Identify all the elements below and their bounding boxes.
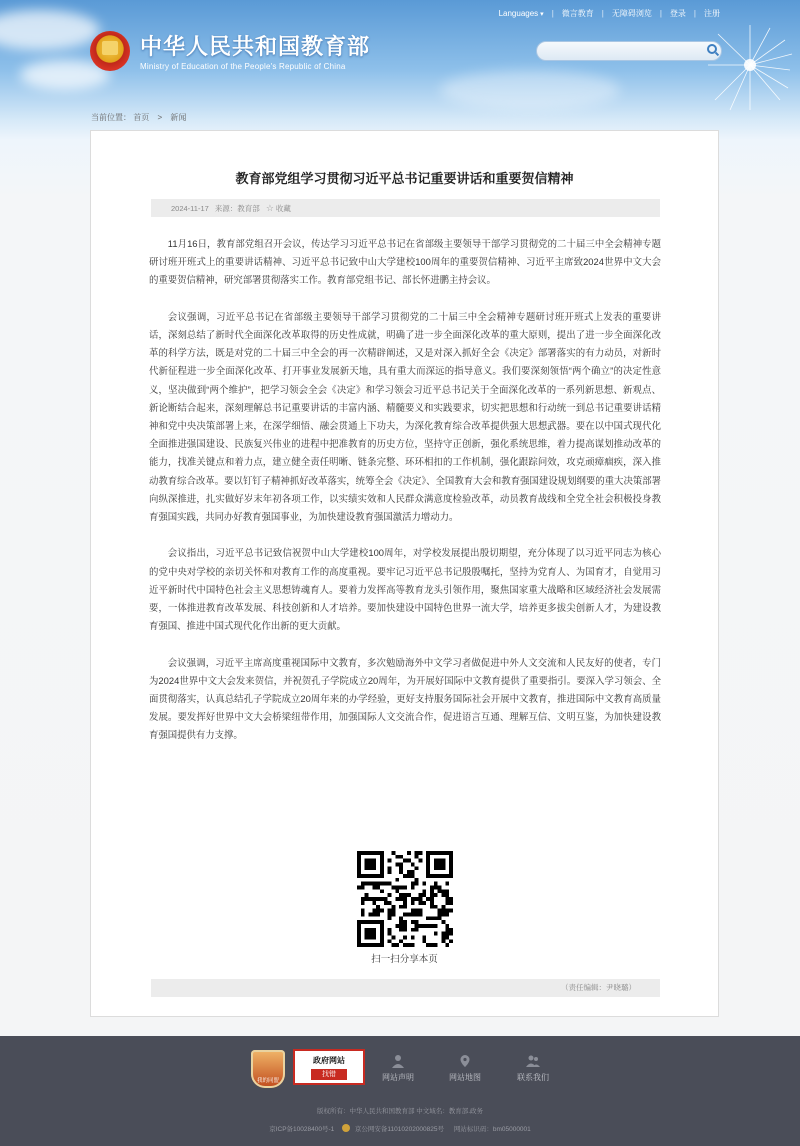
search-icon[interactable] <box>707 44 717 54</box>
article-paragraph: 会议强调，习近平主席高度重视国际中文教育，多次勉励海外中文学习者做促进中外人文交流和人民友好的使者，专门为2024世界中文大会发来贺信，并祝贺孔子学院成立20周年，为开展好国际中文教育提供了重要指引。要深入学习领会、全面贯彻落实，认真总结孔子学院成立20周年来的办学经验，更好支持服务国际社会开展中文教育，推进国际中文教育高质量发展。要发挥好世界中文大会桥梁纽带作用，加强国际人文交流合作，促进语言互通、理解互信、文明互鉴，为加快建设教育强国提供有力支撑。 <box>149 656 661 741</box>
cloud-decoration <box>0 10 100 50</box>
cloud-decoration <box>440 70 620 110</box>
divider: | <box>659 9 662 18</box>
favorite-label: 收藏 <box>275 203 291 213</box>
divider: | <box>601 9 604 18</box>
article-title: 教育部党组学习贯彻习近平总书记重要讲话和重要贺信精神 <box>235 171 574 186</box>
national-emblem-icon <box>90 31 130 71</box>
dandelion-decoration <box>690 20 800 130</box>
footer-link-label: 网站声明 <box>382 1073 414 1082</box>
footer-registration <box>0 1124 800 1133</box>
article-meta-bar <box>151 199 660 217</box>
languages-menu[interactable]: Languages <box>498 9 539 18</box>
editor-bar <box>151 979 660 997</box>
breadcrumb-current[interactable]: 新闻 <box>170 113 187 122</box>
map-pin-icon <box>458 1054 472 1068</box>
article-paragraph: 11月16日，教育部党组召开会议，传达学习习近平总书记在省部级主要领导干部学习贯彻党的二十届三中全会精神专题研讨班开班式上的重要讲话精神、习近平总书记致中山大学建校100周年的重要贺信精神、习近平主席致2024世界中文大会的重要贺信精神，研究部署贯彻落实工作。教育部党组书记、部长怀进鹏主持会议。 <box>149 238 661 286</box>
site-title-en: Ministry of Education of the People's Republic of China <box>140 62 346 71</box>
footer-copyright: 版权所有：中华人民共和国教育部 中文域名：教育部.政务 <box>316 1108 484 1115</box>
footer-link-contact[interactable] <box>503 1054 563 1083</box>
chevron-down-icon: ▾ <box>540 10 544 18</box>
top-nav <box>499 8 720 19</box>
editor-credit: （责任编辑：尹晓璐） <box>561 983 636 992</box>
site-logo[interactable] <box>90 30 370 71</box>
footer-link-label: 联系我们 <box>517 1073 549 1082</box>
gov-label: 政府网站 <box>313 1056 345 1065</box>
article-source: 来源：教育部 <box>214 203 260 213</box>
favorite-button[interactable] <box>266 203 291 214</box>
divider: | <box>551 9 554 18</box>
breadcrumb <box>91 112 186 123</box>
site-title-cn: 中华人民共和国教育部 <box>140 34 371 60</box>
register-link[interactable]: 注册 <box>704 9 720 18</box>
nav-link-accessible[interactable]: 无障碍浏览 <box>611 9 652 18</box>
footer-link-statement[interactable] <box>368 1054 428 1083</box>
login-link[interactable]: 登录 <box>669 9 686 18</box>
breadcrumb-prefix: 当前位置： <box>91 113 131 122</box>
search-box <box>536 41 722 61</box>
divider: | <box>693 9 696 18</box>
badge-label: 我的同盟 <box>256 1078 279 1084</box>
footer-link-sitemap[interactable] <box>435 1054 495 1083</box>
footer <box>0 1036 800 1146</box>
article-body <box>149 235 661 763</box>
party-badge-icon[interactable] <box>251 1050 285 1088</box>
breadcrumb-separator: > <box>157 113 163 122</box>
article-paragraph: 会议强调，习近平总书记在省部级主要领导干部学习贯彻党的二十届三中全会精神专题研讨班开班式上发表的重要讲话，深刻总结了新时代全面深化改革取得的历史性成就，明确了进一步全面深化改革的重大原则，提出了进一步全面深化改革的科学方法，既是对党的二十届三中全会的再一次精辟阐述，又是对深入抓好全会《决定》部署落实的有力动员，对新时代新征程进一步全面深化改革、打开事业发展新天地，具有重大而深远的指导意义。我们要深刻领悟“两个确立”的决定性意义，坚决做到“两个维护”，把学习领会全会《决定》和学习领会习近平总书记关于全面深化改革的一系列新思想、新观点、新论断结合起来，深刻理解总书记重要讲话的丰富内涵、精髓要义和实践要求，切实把思想和行动统一到总书记重要讲话精神和党中央决策部署上来，在深学细悟、融会贯通上下功夫，为深化教育综合改革提供强大思想武器。要在以中国式现代化全面推进强国建设、民族复兴伟业的进程中把准教育的历史方位，坚持守正创新，强化系统思维，着力提高谋划推动改革的能力，找准关键点和着力点，建立健全责任明晰、链条完整、环环相扣的工作机制，强化跟踪问效，攻克顽瘴痼疾，深入推动教育综合改革。要以钉钉子精神抓好改革落实，统筹全会《决定》、全国教育大会和教育强国建设规划纲要的重大决策部署向纵深推进，扎实做好岁末年初各项工作，以实绩实效和人民群众满意度检验改革，动员教育战线和全党全社会积极投身教育强国实践，共同办好教育强国事业，为加快建设教育强国激活力增动力。 <box>149 310 661 523</box>
contact-icon <box>526 1054 540 1068</box>
person-icon <box>391 1054 405 1068</box>
gov-find-error-label: 找错 <box>311 1069 347 1080</box>
police-link[interactable]: 京公网安备11010202000825号 <box>354 1126 445 1133</box>
icp-link[interactable]: 京ICP备10028400号-1 <box>269 1126 335 1133</box>
qr-code <box>357 851 453 947</box>
nav-link-weibo[interactable]: 微言教育 <box>561 9 594 18</box>
article-date: 2024-11-17 <box>171 203 209 213</box>
article-paragraph: 会议指出，习近平总书记致信祝贺中山大学建校100周年，对学校发展提出殷切期望，充分体现了以习近平同志为核心的党中央对学校的亲切关怀和对教育工作的高度重视。要牢记习近平总书记殷殷嘱托，坚持为党育人、为国育才，自觉用习近平新时代中国特色社会主义思想铸魂育人。要着力发挥高等教育龙头引领作用，聚焦国家重大战略和区域经济社会发展需要，一体推进教育改革发展、科技创新和人才培养。要加快建设中国特色世界一流大学，培养更多拔尖创新人才，为建设教育强国、推进中国式现代化作出新的更大贡献。 <box>149 547 661 632</box>
footer-link-label: 网站地图 <box>449 1073 481 1082</box>
site-id: 网站标识码：bm05000001 <box>453 1126 531 1133</box>
police-badge-icon <box>342 1124 350 1132</box>
search-input[interactable] <box>545 43 699 61</box>
article-panel <box>90 130 719 1017</box>
gov-error-report-button[interactable] <box>293 1049 365 1085</box>
star-icon: ☆ <box>265 202 274 213</box>
qr-caption: 扫一扫分享本页 <box>371 954 438 965</box>
breadcrumb-home[interactable]: 首页 <box>133 113 150 122</box>
